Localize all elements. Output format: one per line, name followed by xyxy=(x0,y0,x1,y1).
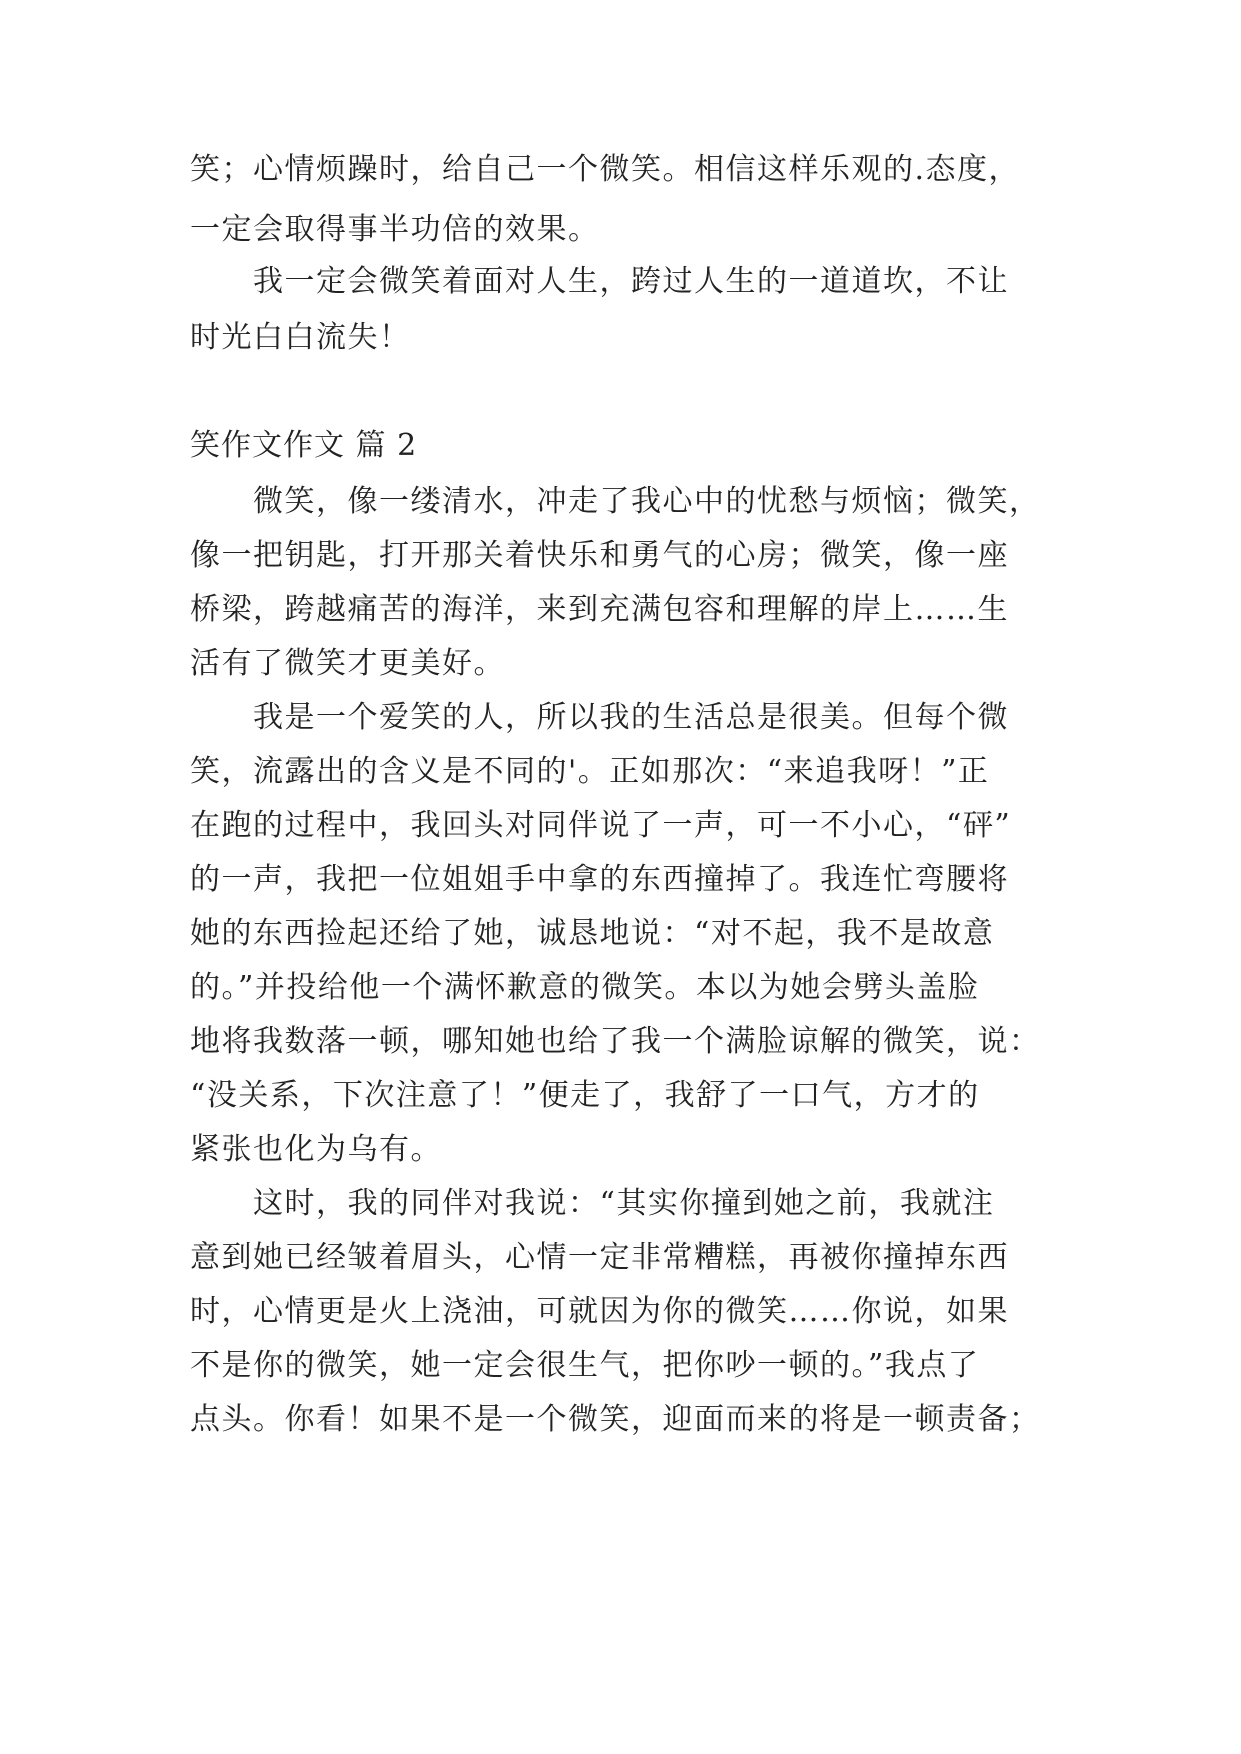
paragraph-line: 紧张也化为乌有。 xyxy=(190,1132,442,1167)
paragraph-line: 微笑，像一缕清水，冲走了我心中的忧愁与烦恼；微笑， xyxy=(190,484,1041,519)
paragraph-line: 笑，流露出的含义是不同的'。正如那次：“来追我呀！”正 xyxy=(190,754,990,789)
paragraph-line: 她的东西捡起还给了她，诚恳地说：“对不起，我不是故意 xyxy=(190,916,995,951)
paragraph-line: 意到她已经皱着眉头，心情一定非常糟糕，再被你撞掉东西 xyxy=(190,1240,1009,1275)
paragraph-line: 的一声，我把一位姐姐手中拿的东西撞掉了。我连忙弯腰将 xyxy=(190,862,1009,897)
paragraph-line: 这时，我的同伴对我说：“其实你撞到她之前，我就注 xyxy=(190,1186,995,1221)
paragraph-line: 一定会取得事半功倍的效果。 xyxy=(190,212,600,247)
paragraph-line: 时光白白流失！ xyxy=(190,320,411,355)
paragraph-line: 我一定会微笑着面对人生，跨过人生的一道道坎，不让 xyxy=(190,264,1009,299)
paragraph-line: 点头。你看！如果不是一个微笑，迎面而来的将是一顿责备； xyxy=(190,1402,1041,1437)
paragraph-line: 笑；心情烦躁时，给自己一个微笑。相信这样乐观的.态度， xyxy=(190,152,1021,187)
paragraph-line: 像一把钥匙，打开那关着快乐和勇气的心房；微笑，像一座 xyxy=(190,538,1009,573)
paragraph-line: “没关系，下次注意了！”便走了，我舒了一口气，方才的 xyxy=(190,1078,980,1113)
paragraph-line: 时，心情更是火上浇油，可就因为你的微笑……你说，如果 xyxy=(190,1294,1009,1329)
paragraph-line: 我是一个爱笑的人，所以我的生活总是很美。但每个微 xyxy=(190,700,1009,735)
paragraph-line: 的。”并投给他一个满怀歉意的微笑。本以为她会劈头盖脸 xyxy=(190,970,980,1005)
paragraph-line: 地将我数落一顿，哪知她也给了我一个满脸谅解的微笑，说： xyxy=(190,1024,1041,1059)
paragraph-line: 桥梁，跨越痛苦的海洋，来到充满包容和理解的岸上……生 xyxy=(190,592,1009,627)
section-heading: 笑作文作文 篇 2 xyxy=(190,428,418,463)
paragraph-line: 活有了微笑才更美好。 xyxy=(190,646,505,681)
paragraph-line: 在跑的过程中，我回头对同伴说了一声，可一不小心，“砰” xyxy=(190,808,1012,843)
paragraph-line: 不是你的微笑，她一定会很生气，把你吵一顿的。”我点了 xyxy=(190,1348,980,1383)
